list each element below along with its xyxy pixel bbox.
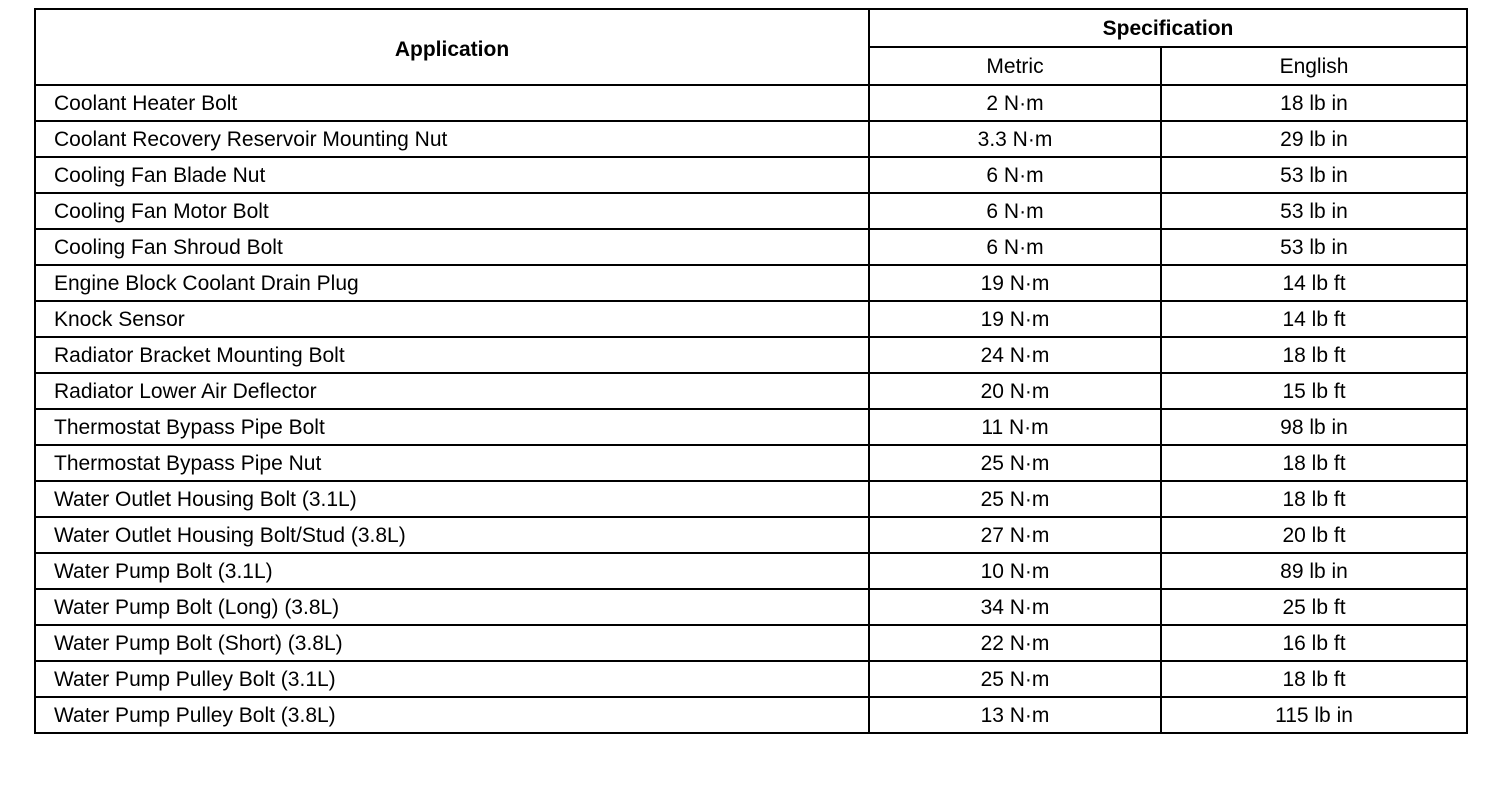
application-cell: Coolant Heater Bolt bbox=[35, 85, 869, 121]
english-value-cell: 14 lb ft bbox=[1161, 265, 1467, 301]
english-value-cell: 98 lb in bbox=[1161, 409, 1467, 445]
english-value-cell: 15 lb ft bbox=[1161, 373, 1467, 409]
metric-value-cell: 19 N·m bbox=[869, 265, 1161, 301]
metric-value-cell: 13 N·m bbox=[869, 697, 1161, 733]
table-row bbox=[35, 481, 1467, 517]
english-value-cell: 29 lb in bbox=[1161, 121, 1467, 157]
metric-value-cell: 3.3 N·m bbox=[869, 121, 1161, 157]
metric-value-cell: 6 N·m bbox=[869, 157, 1161, 193]
application-cell: Thermostat Bypass Pipe Bolt bbox=[35, 409, 869, 445]
torque-spec-table-container bbox=[34, 8, 1466, 734]
metric-value-cell: 20 N·m bbox=[869, 373, 1161, 409]
application-column-header: Application bbox=[35, 9, 869, 85]
application-cell: Water Pump Pulley Bolt (3.8L) bbox=[35, 697, 869, 733]
application-cell: Coolant Recovery Reservoir Mounting Nut bbox=[35, 121, 869, 157]
english-column-header: English bbox=[1161, 47, 1467, 85]
specification-column-header: Specification bbox=[869, 9, 1467, 47]
table-row bbox=[35, 445, 1467, 481]
application-cell: Radiator Lower Air Deflector bbox=[35, 373, 869, 409]
application-cell: Cooling Fan Motor Bolt bbox=[35, 193, 869, 229]
metric-value-cell: 6 N·m bbox=[869, 193, 1161, 229]
table-row bbox=[35, 697, 1467, 733]
metric-value-cell: 24 N·m bbox=[869, 337, 1161, 373]
metric-value-cell: 6 N·m bbox=[869, 229, 1161, 265]
table-row bbox=[35, 229, 1467, 265]
table-row bbox=[35, 193, 1467, 229]
english-value-cell: 18 lb ft bbox=[1161, 481, 1467, 517]
english-value-cell: 18 lb ft bbox=[1161, 445, 1467, 481]
application-cell: Engine Block Coolant Drain Plug bbox=[35, 265, 869, 301]
application-cell: Water Pump Bolt (Long) (3.8L) bbox=[35, 589, 869, 625]
header-row-top bbox=[35, 9, 1467, 47]
english-value-cell: 14 lb ft bbox=[1161, 301, 1467, 337]
table-row bbox=[35, 589, 1467, 625]
table-row bbox=[35, 85, 1467, 121]
english-value-cell: 53 lb in bbox=[1161, 157, 1467, 193]
metric-value-cell: 27 N·m bbox=[869, 517, 1161, 553]
english-value-cell: 115 lb in bbox=[1161, 697, 1467, 733]
english-value-cell: 16 lb ft bbox=[1161, 625, 1467, 661]
application-cell: Water Outlet Housing Bolt/Stud (3.8L) bbox=[35, 517, 869, 553]
application-cell: Thermostat Bypass Pipe Nut bbox=[35, 445, 869, 481]
application-cell: Cooling Fan Blade Nut bbox=[35, 157, 869, 193]
application-cell: Knock Sensor bbox=[35, 301, 869, 337]
table-row bbox=[35, 157, 1467, 193]
metric-value-cell: 25 N·m bbox=[869, 661, 1161, 697]
application-cell: Radiator Bracket Mounting Bolt bbox=[35, 337, 869, 373]
metric-value-cell: 34 N·m bbox=[869, 589, 1161, 625]
metric-value-cell: 22 N·m bbox=[869, 625, 1161, 661]
english-value-cell: 53 lb in bbox=[1161, 229, 1467, 265]
table-header bbox=[35, 9, 1467, 85]
table-row bbox=[35, 373, 1467, 409]
english-value-cell: 25 lb ft bbox=[1161, 589, 1467, 625]
metric-column-header: Metric bbox=[869, 47, 1161, 85]
table-body bbox=[35, 85, 1467, 733]
metric-value-cell: 19 N·m bbox=[869, 301, 1161, 337]
torque-spec-table bbox=[34, 8, 1468, 734]
table-row bbox=[35, 661, 1467, 697]
application-cell: Water Pump Bolt (Short) (3.8L) bbox=[35, 625, 869, 661]
english-value-cell: 53 lb in bbox=[1161, 193, 1467, 229]
metric-value-cell: 25 N·m bbox=[869, 445, 1161, 481]
table-row bbox=[35, 409, 1467, 445]
table-row bbox=[35, 553, 1467, 589]
english-value-cell: 18 lb ft bbox=[1161, 337, 1467, 373]
english-value-cell: 89 lb in bbox=[1161, 553, 1467, 589]
application-cell: Cooling Fan Shroud Bolt bbox=[35, 229, 869, 265]
metric-value-cell: 11 N·m bbox=[869, 409, 1161, 445]
english-value-cell: 18 lb ft bbox=[1161, 661, 1467, 697]
metric-value-cell: 2 N·m bbox=[869, 85, 1161, 121]
table-row bbox=[35, 121, 1467, 157]
metric-value-cell: 25 N·m bbox=[869, 481, 1161, 517]
table-row bbox=[35, 625, 1467, 661]
table-row bbox=[35, 337, 1467, 373]
application-cell: Water Pump Pulley Bolt (3.1L) bbox=[35, 661, 869, 697]
english-value-cell: 20 lb ft bbox=[1161, 517, 1467, 553]
application-cell: Water Outlet Housing Bolt (3.1L) bbox=[35, 481, 869, 517]
table-row bbox=[35, 265, 1467, 301]
table-row bbox=[35, 301, 1467, 337]
english-value-cell: 18 lb in bbox=[1161, 85, 1467, 121]
application-cell: Water Pump Bolt (3.1L) bbox=[35, 553, 869, 589]
metric-value-cell: 10 N·m bbox=[869, 553, 1161, 589]
table-row bbox=[35, 517, 1467, 553]
